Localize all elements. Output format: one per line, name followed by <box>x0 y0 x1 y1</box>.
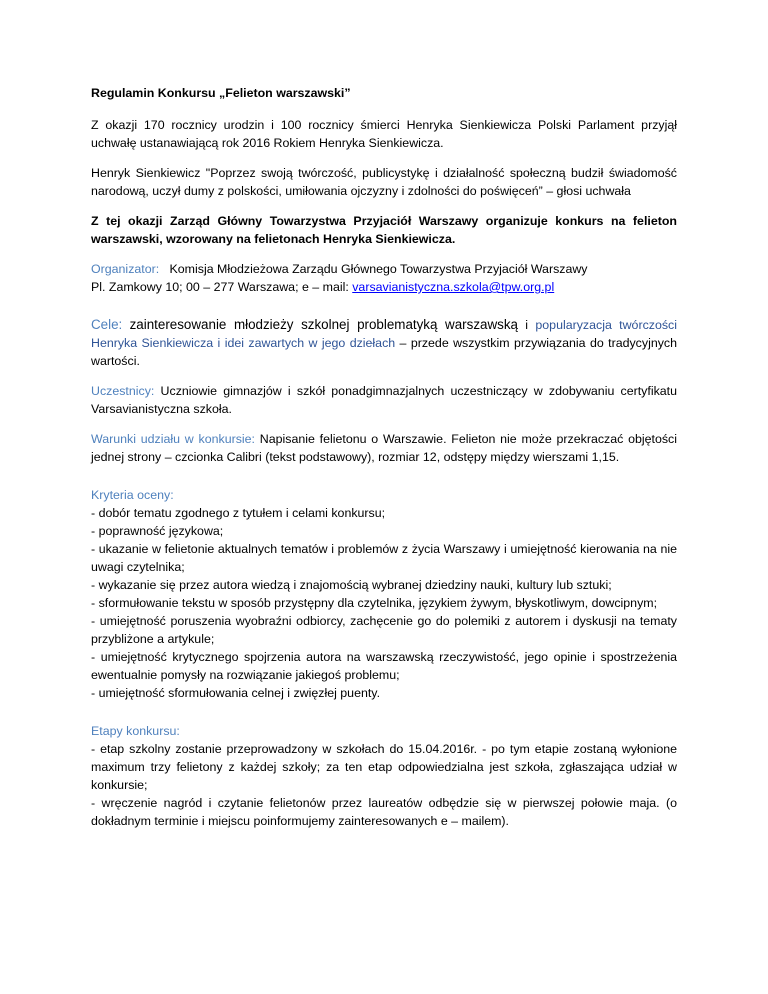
conditions-text: Napisanie felietonu o Warszawie. Felieton nie może przekraczać objętości jednej strony – czcionka Calibri (tekst podstawowy), rozmiar 12, odstępy między wierszami 1,15. <box>91 432 677 464</box>
criteria-item: - umiejętność krytycznego spojrzenia autora na warszawską rzeczywistość, jego opinie i spostrzeżenia ewentualnie pomysły na rozwiązanie jakiegoś problemu; <box>91 650 677 682</box>
stages-item: - etap szkolny zostanie przeprowadzony w szkołach do 15.04.2016r. - po tym etapie zostaną wyłonione maximum trzy felietony z każdej szkoły; za ten etap odpowiedzialna jest szkoła, zgłaszająca udział w konkursie; <box>91 742 677 792</box>
goals-part-2: popularyzacja twórczości Henryka Sienkiewicza i idei zawartych w jego dziełach <box>91 318 678 350</box>
criteria-item: - wykazanie się przez autora wiedzą i znajomością wybranej dziedziny nauki, kultury lub sztuki; <box>91 578 612 592</box>
document-title: Regulamin Konkursu „Felieton warszawski” <box>91 86 351 100</box>
organizer-address: Pl. Zamkowy 10; 00 – 277 Warszawa; e – mail: <box>91 280 353 294</box>
goals-label: Cele: <box>91 317 123 332</box>
participants-paragraph <box>91 382 677 418</box>
stages-section <box>91 722 677 830</box>
organizer-section <box>91 260 677 296</box>
criteria-item: - poprawność językowa; <box>91 524 224 538</box>
conditions-paragraph <box>91 430 677 466</box>
goals-conj: i <box>517 318 536 332</box>
criteria-section <box>91 486 677 702</box>
organizer-line <box>91 260 677 278</box>
organizer-address-line <box>91 278 677 296</box>
goals-part-1: zainteresowanie młodzieży szkolnej problematyką warszawską <box>129 317 518 332</box>
criteria-item: - ukazanie w felietonie aktualnych tematów i problemów z życia Warszawy i umiejętność kierowania na nie uwagi czytelnika; <box>91 542 677 574</box>
stages-item: - wręczenie nagród i czytanie felietonów przez laureatów odbędzie się w pierwszej połowie maja. (o dokładnym terminie i miejscu poinformujemy zainteresowanych e – mailem). <box>91 796 677 828</box>
criteria-item: - dobór tematu zgodnego z tytułem i celami konkursu; <box>91 506 386 520</box>
goals-part-3: – przede wszystkim przywiązania do tradycyjnych wartości. <box>91 336 677 368</box>
intro-paragraph-3: Z tej okazji Zarząd Główny Towarzystwa Przyjaciół Warszawy organizuje konkurs na felieton warszawski, wzorowany na felietonach Henryka Sienkiewicza. <box>91 214 677 246</box>
stages-label: Etapy konkursu: <box>91 724 180 738</box>
participants-label: Uczestnicy: <box>91 384 155 398</box>
organizer-email-link[interactable]: varsavianistyczna.szkola@tpw.org.pl <box>352 280 555 294</box>
organizer-label: Organizator: <box>91 262 160 276</box>
organizer-text: Komisja Młodzieżowa Zarządu Głównego Towarzystwa Przyjaciół Warszawy <box>169 262 588 276</box>
criteria-item: - umiejętność poruszenia wyobraźni odbiorcy, zachęcenie go do polemiki z autorem i dyskusji na tematy przybliżone a artykule; <box>91 614 677 646</box>
participants-text: Uczniowie gimnazjów i szkół ponadgimnazjalnych uczestniczący w zdobywaniu certyfikatu Varsavianistyczna szkoła. <box>91 384 677 416</box>
conditions-label: Warunki udziału w konkursie: <box>91 432 255 446</box>
criteria-item: - umiejętność sformułowania celnej i zwięzłej puenty. <box>91 686 381 700</box>
intro-paragraph-1: Z okazji 170 rocznicy urodzin i 100 rocznicy śmierci Henryka Sienkiewicza Polski Parlament przyjął uchwałę ustanawiającą rok 2016 Rokiem Henryka Sienkiewicza. <box>91 118 677 150</box>
goals-paragraph <box>91 316 677 370</box>
intro-paragraph-2: Henryk Sienkiewicz "Poprzez swoją twórczość, publicystykę i działalność społeczną budził świadomość narodową, uczył dumy z polskości, umiłowania ojczyzny i zdolności do poświęceń” – głosi uchwała <box>91 166 677 198</box>
criteria-item: - sformułowanie tekstu w sposób przystępny dla czytelnika, językiem żywym, błyskotliwym, dowcipnym; <box>91 596 658 610</box>
criteria-label: Kryteria oceny: <box>91 488 174 502</box>
